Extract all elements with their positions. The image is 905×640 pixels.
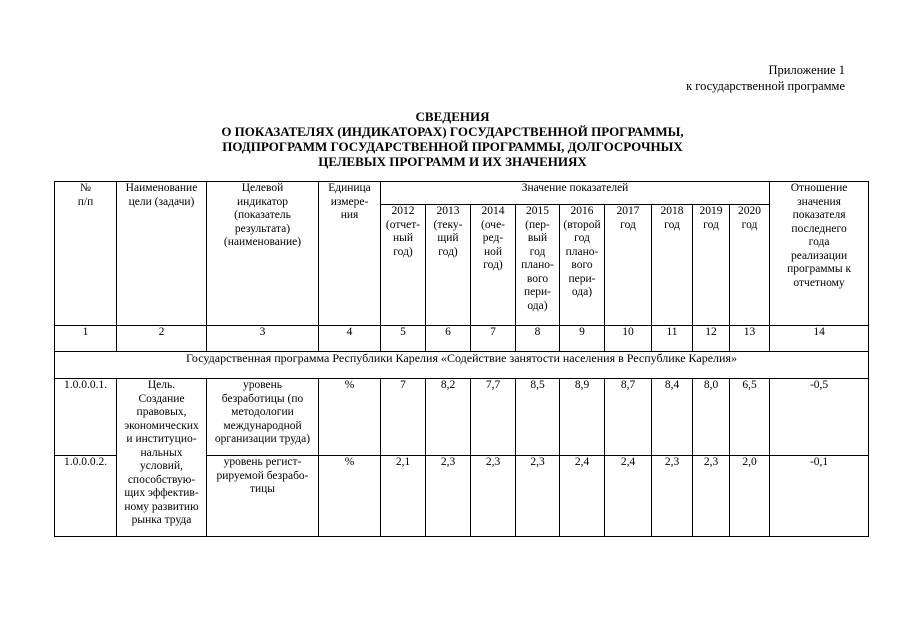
- year-2012-header: 2012 (отчет- ный год): [381, 205, 426, 326]
- column-numbers-row: [55, 326, 869, 352]
- table-row: [55, 379, 869, 456]
- ratio-cell: -0,1: [770, 456, 869, 537]
- column-number: 11: [652, 326, 693, 352]
- value-cell: 2,4: [560, 456, 605, 537]
- value-cell: 8,2: [426, 379, 471, 456]
- header-goal: Наименование цели (задачи): [117, 182, 207, 326]
- column-number: 14: [770, 326, 869, 352]
- year-2019-header: 2019 год: [693, 205, 730, 326]
- unit-cell: %: [319, 456, 381, 537]
- value-cell: 2,3: [693, 456, 730, 537]
- appendix-line-2: к государственной программе: [686, 79, 845, 93]
- title-line-1: СВЕДЕНИЯ: [415, 109, 490, 124]
- ratio-cell: -0,5: [770, 379, 869, 456]
- indicators-table: [54, 181, 869, 537]
- appendix-line-1: Приложение 1: [768, 63, 845, 77]
- value-cell: 2,3: [652, 456, 693, 537]
- value-cell: 2,3: [516, 456, 560, 537]
- column-number: 1: [55, 326, 117, 352]
- unit-cell: %: [319, 379, 381, 456]
- year-2017-header: 2017 год: [605, 205, 652, 326]
- column-number: 12: [693, 326, 730, 352]
- column-number: 13: [730, 326, 770, 352]
- value-cell: 7: [381, 379, 426, 456]
- header-indicator: Целевой индикатор (показатель результата) (наименование): [207, 182, 319, 326]
- header-unit: Единица измере- ния: [319, 182, 381, 326]
- header-values-group: Значение показателей: [381, 182, 770, 205]
- column-number: 3: [207, 326, 319, 352]
- year-2015-header: 2015 (пер- вый год плано- вого пери- ода): [516, 205, 560, 326]
- year-2020-header: 2020 год: [730, 205, 770, 326]
- year-2014-header: 2014 (оче- ред- ной год): [471, 205, 516, 326]
- value-cell: 2,4: [605, 456, 652, 537]
- column-number: 7: [471, 326, 516, 352]
- value-cell: 8,5: [516, 379, 560, 456]
- column-number: 10: [605, 326, 652, 352]
- program-title: Государственная программа Республики Карелия «Содействие занятости населения в Республике Карелия»: [55, 352, 869, 379]
- value-cell: 2,3: [426, 456, 471, 537]
- year-2016-header: 2016 (второй год плано- вого пери- ода): [560, 205, 605, 326]
- row-number: 1.0.0.0.2.: [55, 456, 117, 537]
- value-cell: 7,7: [471, 379, 516, 456]
- value-cell: 6,5: [730, 379, 770, 456]
- appendix-note: [686, 62, 845, 94]
- title-line-2: О ПОКАЗАТЕЛЯХ (ИНДИКАТОРАХ) ГОСУДАРСТВЕННОЙ ПРОГРАММЫ,: [221, 124, 684, 139]
- header-ratio: Отношение значения показателя последнего года реализации программы к отчетному: [770, 182, 869, 326]
- value-cell: 2,1: [381, 456, 426, 537]
- indicator-name: уровень безработицы (по методологии международной организации труда): [207, 379, 319, 456]
- document-title: [140, 109, 765, 169]
- indicator-name: уровень регист- рируемой безрабо- тицы: [207, 456, 319, 537]
- header-row-top: [55, 182, 869, 205]
- title-line-4: ЦЕЛЕВЫХ ПРОГРАММ И ИХ ЗНАЧЕНИЯХ: [318, 154, 587, 169]
- value-cell: 2,3: [471, 456, 516, 537]
- value-cell: 2,0: [730, 456, 770, 537]
- column-number: 9: [560, 326, 605, 352]
- title-line-3: ПОДПРОГРАММ ГОСУДАРСТВЕННОЙ ПРОГРАММЫ, ДОЛГОСРОЧНЫХ: [222, 139, 683, 154]
- value-cell: 8,4: [652, 379, 693, 456]
- value-cell: 8,9: [560, 379, 605, 456]
- year-2018-header: 2018 год: [652, 205, 693, 326]
- header-num: № п/п: [55, 182, 117, 326]
- value-cell: 8,7: [605, 379, 652, 456]
- column-number: 4: [319, 326, 381, 352]
- column-number: 5: [381, 326, 426, 352]
- goal-cell: Цель. Создание правовых, экономических и институцио- нальных условий, способствую- щих эффектив- ному развитию рынка труда: [117, 379, 207, 537]
- row-number: 1.0.0.0.1.: [55, 379, 117, 456]
- column-number: 6: [426, 326, 471, 352]
- column-number: 8: [516, 326, 560, 352]
- value-cell: 8,0: [693, 379, 730, 456]
- column-number: 2: [117, 326, 207, 352]
- program-title-row: [55, 352, 869, 379]
- year-2013-header: 2013 (теку- щий год): [426, 205, 471, 326]
